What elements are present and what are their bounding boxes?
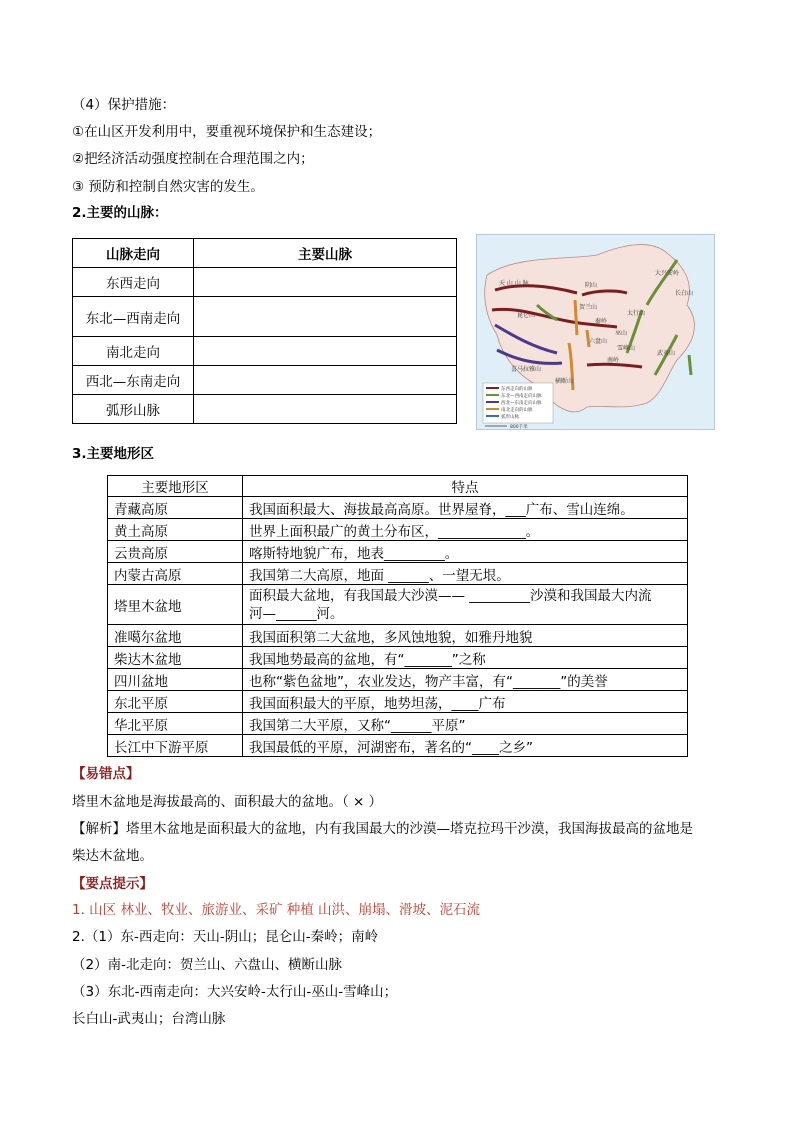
terrain-feature: 我国面积第二大盆地，多风蚀地貌，如雅丹地貌 xyxy=(243,625,688,647)
mountain-map xyxy=(476,234,715,430)
section4-item3: ③ 预防和控制自然灾害的发生。 xyxy=(72,179,264,195)
terrain-feature: 也称“紫色盆地”，农业发达，物产丰富，有“_______”的美誉 xyxy=(243,669,688,691)
table-header: 山脉走向 xyxy=(73,239,194,268)
tips-line: 1. 山区 林业、牧业、旅游业、采矿 种植 山洪、崩塌、滑坡、泥石流 xyxy=(72,902,481,918)
terrain-name: 塔里木盆地 xyxy=(108,585,243,625)
terrain-feature: 我国第二大平原，又称“______平原” xyxy=(243,713,688,735)
terrain-name: 华北平原 xyxy=(108,713,243,735)
tips-line: 长白山-武夷山；台湾山脉 xyxy=(72,1011,226,1027)
answer-cell[interactable] xyxy=(194,395,457,424)
tips-line: （3）东北-西南走向：大兴安岭-太行山-巫山-雪峰山； xyxy=(72,984,398,1000)
map-label: 雪峰山 xyxy=(617,345,636,352)
tips-title: 【要点提示】 xyxy=(72,876,153,892)
terrain-name: 内蒙古高原 xyxy=(108,563,243,585)
table-cell: 东西走向 xyxy=(73,268,194,297)
terrain-feature xyxy=(243,585,688,625)
map-scale-text: 800千米 xyxy=(510,425,528,429)
terrain-name: 四川盆地 xyxy=(108,669,243,691)
map-label: 贺兰山 xyxy=(579,304,598,311)
table-header: 主要地形区 xyxy=(108,476,243,497)
legend-text: 南北走向的山脉 xyxy=(501,408,533,413)
map-label: 昆仑山 xyxy=(517,312,536,319)
map-label: 天 山 山 脉 xyxy=(499,280,529,287)
map-mountain-line xyxy=(575,300,577,335)
mountain-table xyxy=(72,238,457,424)
section4-item1: ①在山区开发利用中，要重视环境保护和生态建设； xyxy=(72,124,382,140)
answer-cell[interactable] xyxy=(194,337,457,366)
map-label: 秦岭 xyxy=(595,318,608,325)
section2-title: 2.主要的山脉： xyxy=(72,205,168,221)
map-label: 大兴安岭 xyxy=(655,270,680,277)
map-mountain-line xyxy=(689,355,691,375)
map-label: 武夷山 xyxy=(657,350,676,357)
terrain-feature: 我国面积最大、海拔最高高原。世界屋脊，___广布、雪山连绵。 xyxy=(243,497,688,519)
terrain-feature-line: 面积最大盆地，有我国最大沙漠—— _________沙漠和我国最大内流 xyxy=(249,587,652,604)
terrain-feature-line: 河—______河。 xyxy=(249,605,344,622)
legend-text: 弧形山脉 xyxy=(501,415,519,420)
map-label: 南岭 xyxy=(607,357,620,364)
terrain-name: 云贵高原 xyxy=(108,541,243,563)
terrain-name: 黄土高原 xyxy=(108,519,243,541)
table-cell: 南北走向 xyxy=(73,337,194,366)
mistake-statement: 塔里木盆地是海拔最高的、面积最大的盆地。（ × ） xyxy=(72,794,383,810)
tips-line: （2）南-北走向：贺兰山、六盘山、横断山脉 xyxy=(72,957,342,973)
terrain-feature: 我国面积最大的平原，地势坦荡，____广布 xyxy=(243,691,688,713)
map-label: 六盘山 xyxy=(589,338,608,345)
terrain-feature: 我国第二大高原，地面 ______、一望无垠。 xyxy=(243,563,688,585)
terrain-feature: 我国地势最高的盆地，有“_______”之称 xyxy=(243,647,688,669)
map-label: 巫山 xyxy=(615,330,628,337)
terrain-name: 东北平原 xyxy=(108,691,243,713)
mistake-title: 【易错点】 xyxy=(72,766,140,782)
map-svg xyxy=(477,235,714,429)
answer-cell[interactable] xyxy=(194,268,457,297)
map-label: 喜马拉雅山 xyxy=(511,366,542,373)
terrain-feature: 喀斯特地貌广布，地表_________。 xyxy=(243,541,688,563)
map-label: 阴山 xyxy=(585,282,598,289)
legend-text: 东西走向的山脉 xyxy=(501,387,533,392)
map-label: 横断山 xyxy=(555,378,574,385)
terrain-name: 长江中下游平原 xyxy=(108,735,243,757)
map-label: 太行山 xyxy=(627,310,646,317)
section4-title: （4）保护措施： xyxy=(72,97,176,113)
table-header: 主要山脉 xyxy=(194,239,457,268)
tips-line: 2.（1）东-西走向：天山-阴山；昆仑山-秦岭；南岭 xyxy=(72,929,379,945)
legend-text: 东北—西南走向山脉 xyxy=(501,394,542,399)
section4-item2: ②把经济活动强度控制在合理范围之内； xyxy=(72,151,314,167)
terrain-name: 准噶尔盆地 xyxy=(108,625,243,647)
answer-cell[interactable] xyxy=(194,366,457,395)
answer-cell[interactable] xyxy=(194,297,457,337)
table-cell: 弧形山脉 xyxy=(73,395,194,424)
table-cell: 东北—西南走向 xyxy=(73,297,194,337)
map-label: 长白山 xyxy=(675,290,694,297)
section3-title: 3.主要地形区 xyxy=(72,446,155,462)
mistake-analysis: 柴达木盆地。 xyxy=(72,848,153,864)
terrain-name: 青藏高原 xyxy=(108,497,243,519)
terrain-feature: 世界上面积最广的黄土分布区，_____________。 xyxy=(243,519,688,541)
terrain-name: 柴达木盆地 xyxy=(108,647,243,669)
table-header: 特点 xyxy=(243,476,688,497)
terrain-table xyxy=(107,475,688,757)
legend-text: 西北—东南走向山脉 xyxy=(501,401,542,406)
mistake-analysis: 【解析】塔里木盆地是面积最大的盆地，内有我国最大的沙漠—塔克拉玛干沙漠，我国海拔最高的盆地是 xyxy=(72,821,693,837)
table-cell: 西北—东南走向 xyxy=(73,366,194,395)
terrain-feature: 我国最低的平原，河湖密布，著名的“____之乡” xyxy=(243,735,688,757)
